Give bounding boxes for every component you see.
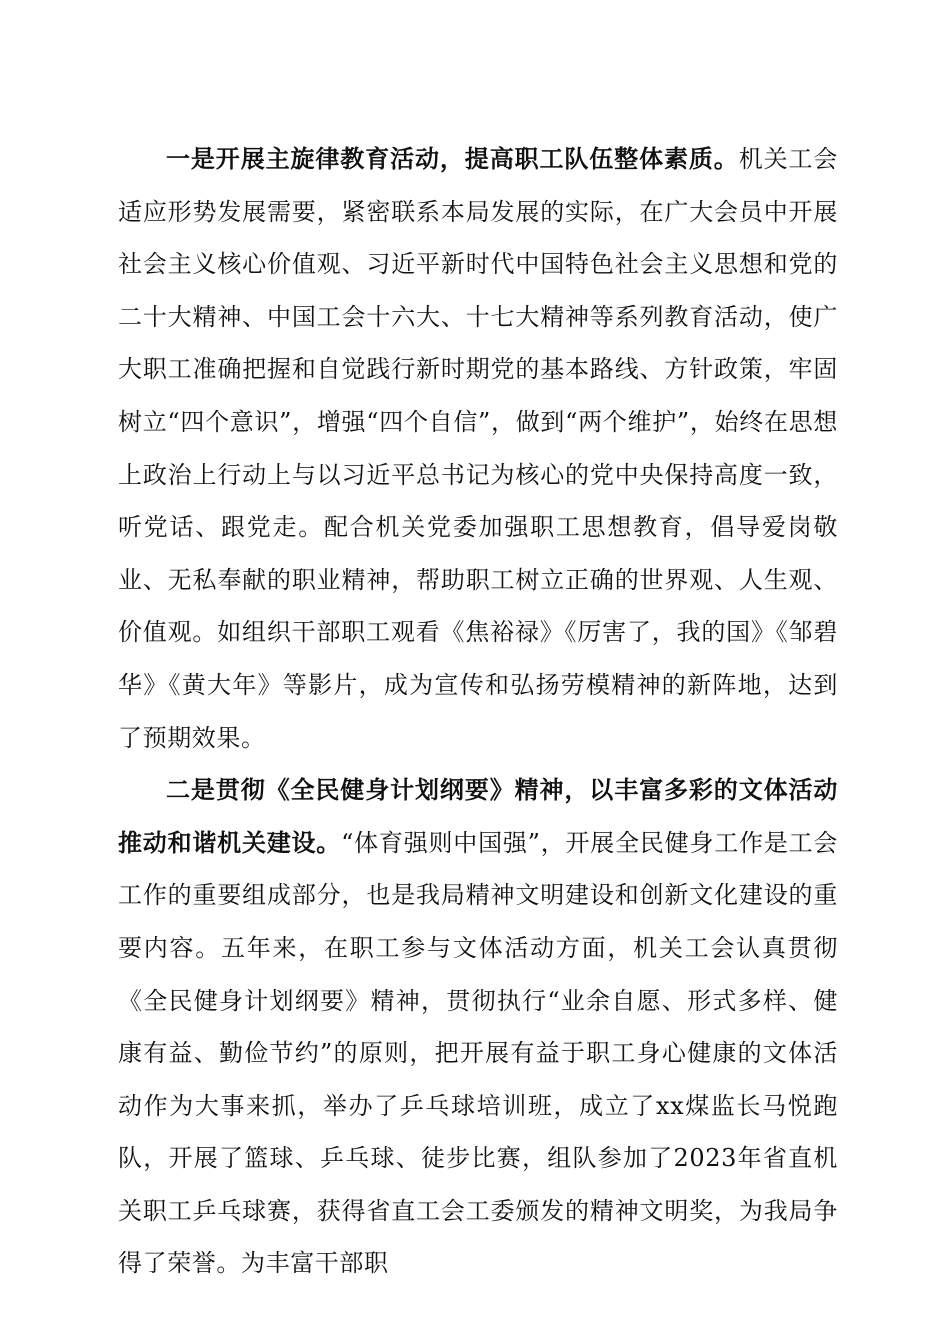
paragraph-2-heading: 二是贯彻《全民健身计划纲要》精神，以丰富多彩的文体活动推动和谐机关建设。 <box>118 775 838 857</box>
paragraph-1-heading: 一是开展主旋律教育活动，提高职工队伍整体素质。 <box>166 144 739 173</box>
paragraph-2-text: “体育强则中国强”，开展全民健身工作是工会工作的重要组成部分，也是我局精神文明建设和创新文化建设的重要内容。五年来，在职工参与文体活动方面，机关工会认真贯彻《全民健身计划纲要》精神，贯彻执行“业余自愿、形式多样、健康有益、勤俭节约”的原则，把开展有益于职工身心健康的文体活动作为大事来抓，举办了乒乓球培训班，成立了xx煤监长马悦跑队，开展了篮球、乒乓球、徒步比赛，组队参加了2023年省直机关职工乒乓球赛，获得省直工会工委颁发的精神文明奖，为我局争得了荣誉。为丰富干部职 <box>118 828 838 1278</box>
paragraph-1-text: 机关工会适应形势发展需要，紧密联系本局发展的实际，在广大会员中开展社会主义核心价值观、习近平新时代中国特色社会主义思想和党的二十大精神、中国工会十六大、十七大精神等系列教育活动，使广大职工准确把握和自觉践行新时期党的基本路线、方针政策，牢固树立“四个意识”，增强“四个自信”，做到“两个维护”，始终在思想上政治上行动上与以习近平总书记为核心的党中央保持高度一致，听党话、跟党走。配合机关党委加强职工思想教育，倡导爱岗敬业、无私奉献的职业精神，帮助职工树立正确的世界观、人生观、价值观。如组织干部职工观看《焦裕禄》《厉害了，我的国》《邹碧华》《黄大年》等影片，成为宣传和弘扬劳模精神的新阵地，达到了预期效果。 <box>118 145 838 752</box>
document-body <box>118 133 838 1290</box>
paragraph-2 <box>118 764 838 1290</box>
paragraph-1 <box>118 133 838 764</box>
